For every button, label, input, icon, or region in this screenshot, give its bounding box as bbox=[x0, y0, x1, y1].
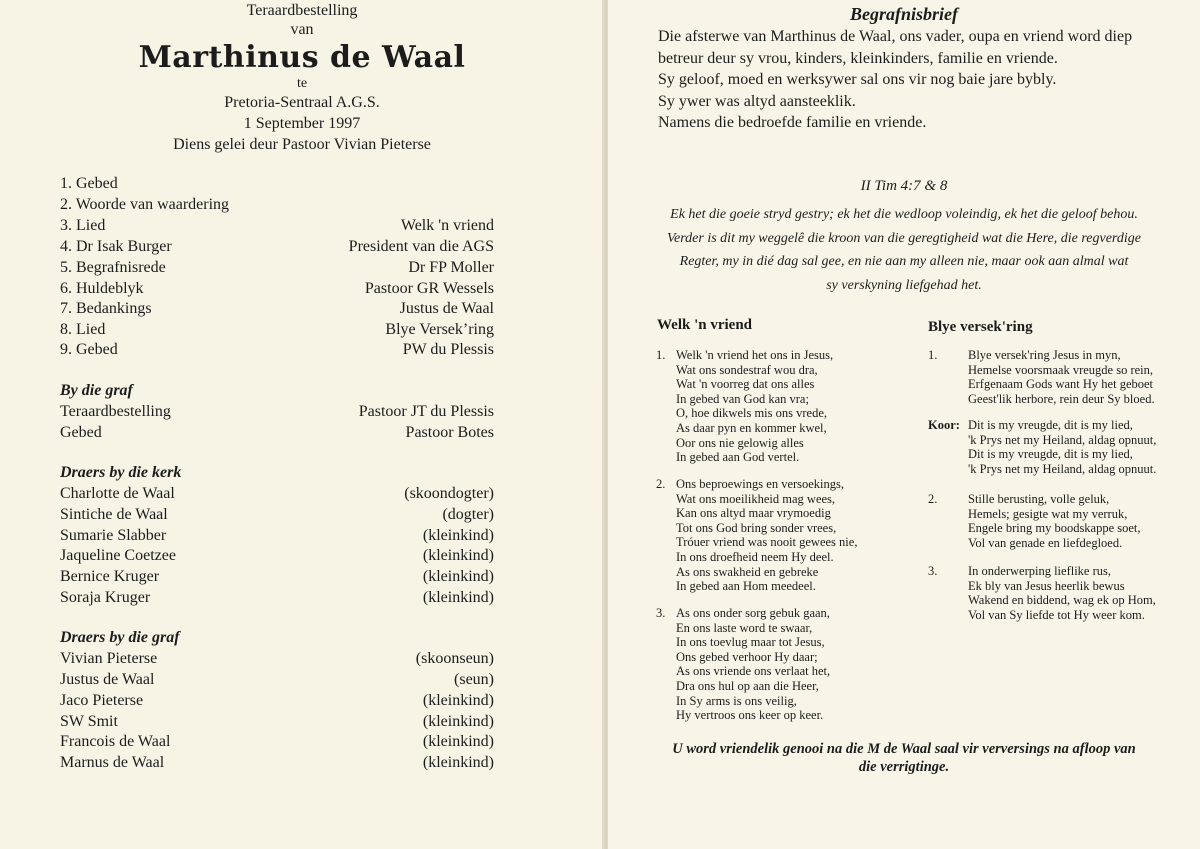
invitation-line: die verrigtinge. bbox=[858, 759, 950, 775]
graveside-who: Pastoor Botes bbox=[405, 424, 494, 441]
bearer-name: Jaqueline Coetzee bbox=[60, 547, 176, 564]
bearer-relation: (skoonseun) bbox=[415, 650, 494, 667]
bearer-name: Marnus de Waal bbox=[60, 754, 165, 771]
letter-line: Namens die bedroefde familie en vriende. bbox=[658, 114, 927, 131]
verse-line: As ons swakheid en gebreke bbox=[676, 564, 819, 579]
program-who: President van die AGS bbox=[348, 238, 494, 255]
invitation bbox=[608, 740, 1200, 776]
bearer-row bbox=[60, 692, 494, 713]
letter-title: Begrafnisbrief bbox=[850, 4, 958, 24]
program-who: Pastoor GR Wessels bbox=[364, 280, 494, 297]
verse-number: 2. bbox=[656, 477, 666, 491]
letter-body bbox=[658, 26, 1132, 134]
graveside-item: Teraardbestelling bbox=[60, 403, 171, 420]
bearer-name: Soraja Kruger bbox=[60, 589, 151, 606]
verse-line: 'k Prys net my Heiland, aldag opnuut. bbox=[968, 461, 1157, 476]
graveside-heading: By die graf bbox=[60, 382, 133, 399]
program-row bbox=[60, 217, 494, 238]
graveside-row bbox=[60, 424, 494, 445]
verse-line: Geest'lik herbore, rein deur Sy bloed. bbox=[968, 391, 1155, 406]
verse-line: Tróuer vriend was nooit gewees nie, bbox=[676, 535, 858, 550]
program-row bbox=[60, 259, 494, 280]
verse-line: In gebed aan Hom meedeel. bbox=[676, 579, 816, 594]
program-item: 9. Gebed bbox=[60, 341, 118, 358]
hymn2-title: Blye versek'ring bbox=[928, 319, 1033, 335]
verse-line: As ons onder sorg gebuk gaan, bbox=[676, 606, 830, 620]
graveside-row bbox=[60, 403, 494, 424]
program-item: 7. Bedankings bbox=[60, 300, 152, 317]
program-item: 8. Lied bbox=[60, 321, 106, 338]
program-item: 2. Woorde van waardering bbox=[60, 196, 230, 213]
program-row bbox=[60, 321, 494, 342]
bearer-row bbox=[60, 485, 494, 506]
letter-line: betreur deur sy vrou, kinders, kleinkinders, familie en vriende. bbox=[658, 49, 1058, 67]
bearer-name: Bernice Kruger bbox=[60, 568, 160, 585]
hymn1-title: Welk 'n vriend bbox=[657, 317, 753, 333]
verse-number: 1. bbox=[656, 348, 666, 362]
letter-line: Sy ywer was altyd aansteeklik. bbox=[658, 92, 856, 110]
service-date: 1 September 1997 bbox=[243, 115, 361, 132]
verse-line: In ons droefheid neem Hy deel. bbox=[676, 549, 834, 564]
verse-line: Ons beproewings en versoekings, bbox=[676, 477, 845, 491]
verse-line: Oor ons nie gelowig alles bbox=[676, 435, 804, 450]
officiant: Diens gelei deur Pastoor Vivian Pieterse bbox=[173, 136, 431, 153]
verse-number: 2. bbox=[928, 492, 938, 506]
deceased-name: Marthinus de Waal bbox=[138, 40, 466, 75]
bearer-row bbox=[60, 713, 494, 734]
bearer-relation: (kleinkind) bbox=[422, 589, 494, 606]
bearer-relation: (kleinkind) bbox=[422, 754, 494, 771]
chorus-label: Koor: bbox=[928, 418, 960, 432]
header-line2: van bbox=[290, 21, 314, 38]
bearer-row bbox=[60, 506, 494, 527]
invitation-line: U word vriendelik genooi na die M de Waal saal vir verversings na afloop van bbox=[672, 741, 1136, 757]
verse-line: As ons vriende ons verlaat het, bbox=[676, 664, 831, 679]
graveside-item: Gebed bbox=[60, 424, 102, 441]
venue: Pretoria-Sentraal A.G.S. bbox=[224, 94, 380, 111]
header-line1: Teraardbestelling bbox=[246, 2, 358, 19]
bearer-relation: (kleinkind) bbox=[422, 547, 494, 564]
verse-line: Wat ons moeilikheid mag wees, bbox=[676, 491, 836, 506]
bearers-grave-heading: Draers by die graf bbox=[60, 629, 180, 646]
verse-line: O, hoe dikwels mis ons vrede, bbox=[676, 406, 828, 421]
bearer-row bbox=[60, 568, 494, 589]
bearer-name: Vivian Pieterse bbox=[60, 650, 158, 667]
bearer-relation: (skoondogter) bbox=[404, 485, 494, 502]
bearer-row bbox=[60, 547, 494, 568]
program-who: PW du Plessis bbox=[402, 341, 494, 358]
verse-line: Tot ons God bring sonder vrees, bbox=[676, 520, 837, 535]
scripture-text bbox=[608, 203, 1200, 297]
bearer-row bbox=[60, 671, 494, 692]
verse-line: Dra ons hul op aan die Heer, bbox=[676, 678, 819, 693]
program-item: 5. Begrafnisrede bbox=[60, 259, 166, 276]
header-line3: te bbox=[296, 76, 308, 91]
scripture-line: Ek het die goeie stryd gestry; ek het die wedloop voleindig, ek het die geloof behou. bbox=[670, 207, 1138, 222]
bearer-row bbox=[60, 589, 494, 610]
bearer-relation: (seun) bbox=[454, 671, 494, 688]
verse-line: Wakend en biddend, wag ek op Hom, bbox=[968, 593, 1156, 608]
bearer-relation: (kleinkind) bbox=[422, 692, 494, 709]
program-row bbox=[60, 300, 494, 321]
verse-line: Vol van Sy liefde tot Hy weer kom. bbox=[968, 607, 1145, 622]
program-who: Blye Versek’ring bbox=[385, 321, 494, 338]
verse-line: Erfgenaam Gods want Hy het geboet bbox=[968, 377, 1154, 392]
bearer-row bbox=[60, 733, 494, 754]
scripture-line: Regter, my in dié dag sal gee, en nie aan my alleen nie, maar ook aan almal wat bbox=[679, 254, 1129, 269]
verse-line: Dit is my vreugde, dit is my lied, bbox=[968, 447, 1133, 462]
verse-line: Dit is my vreugde, dit is my lied, bbox=[968, 418, 1133, 432]
program-who: Justus de Waal bbox=[399, 300, 494, 317]
verse-line: In ons toevlug maar tot Jesus, bbox=[676, 635, 825, 650]
program-who: Dr FP Moller bbox=[408, 259, 494, 276]
verse-line: Welk 'n vriend het ons in Jesus, bbox=[676, 348, 834, 362]
verse-line: In gebed aan God vertel. bbox=[676, 450, 800, 465]
program-item: 1. Gebed bbox=[60, 175, 118, 192]
verse-line: Vol van genade en liefdegloed. bbox=[968, 535, 1123, 550]
program-item: 4. Dr Isak Burger bbox=[60, 238, 172, 255]
verse-line: Hy vertroos ons keer op keer. bbox=[676, 708, 824, 723]
bearer-name: Sintiche de Waal bbox=[60, 506, 168, 523]
verse-line: Hemelse voorsmaak vreugde so rein, bbox=[968, 362, 1154, 377]
program-item: 3. Lied bbox=[60, 217, 106, 234]
verse-line: Kan ons altyd maar vrymoedig bbox=[676, 506, 831, 521]
bearers-church-heading: Draers by die kerk bbox=[60, 464, 182, 481]
bearer-relation: (kleinkind) bbox=[422, 568, 494, 585]
program-row bbox=[60, 238, 494, 259]
verse-line: In onderwerping lieflike rus, bbox=[968, 564, 1112, 578]
bearer-name: Francois de Waal bbox=[60, 733, 171, 750]
bearer-name: Jaco Pieterse bbox=[60, 692, 144, 709]
verse-number: 1. bbox=[928, 348, 938, 362]
verse-line: As daar pyn en kommer kwel, bbox=[676, 420, 827, 435]
verse-number: 3. bbox=[928, 564, 938, 578]
letter-line: Die afsterwe van Marthinus de Waal, ons vader, oupa en vriend word diep bbox=[658, 28, 1133, 45]
verse-line: Wat 'n voorreg dat ons alles bbox=[676, 377, 815, 392]
program-row bbox=[60, 341, 494, 362]
bearer-relation: (kleinkind) bbox=[422, 713, 494, 730]
scripture-line: Verder is dit my weggelê die kroon van die geregtigheid wat die Here, die regverdige bbox=[667, 230, 1141, 246]
program-row bbox=[60, 175, 494, 196]
verse-line: Engele bring my boodskappe soet, bbox=[968, 521, 1141, 536]
program-who: Welk 'n vriend bbox=[400, 217, 494, 234]
bearer-name: Justus de Waal bbox=[60, 671, 155, 688]
bearer-row bbox=[60, 754, 494, 775]
verse-line: Stille berusting, volle geluk, bbox=[968, 492, 1110, 506]
program-item: 6. Huldeblyk bbox=[60, 280, 144, 297]
bearer-name: Sumarie Slabber bbox=[60, 527, 167, 544]
graveside-who: Pastoor JT du Plessis bbox=[358, 403, 494, 420]
verse-number: 3. bbox=[656, 606, 666, 620]
bearer-name: SW Smit bbox=[60, 713, 118, 730]
bearer-relation: (kleinkind) bbox=[422, 527, 494, 544]
verse-line: Ons gebed verhoor Hy daar; bbox=[676, 649, 818, 664]
bearer-relation: (kleinkind) bbox=[422, 733, 494, 750]
verse-line: Hemels; gesigte wat my verruk, bbox=[968, 506, 1128, 521]
verse-line: In gebed van God kan vra; bbox=[676, 391, 809, 406]
verse-line: In Sy arms is ons veilig, bbox=[676, 693, 797, 708]
program-row bbox=[60, 280, 494, 301]
bearer-relation: (dogter) bbox=[442, 506, 494, 523]
verse-line: Ek bly van Jesus heerlik bewus bbox=[968, 578, 1125, 593]
bearer-row bbox=[60, 650, 494, 671]
bearer-name: Charlotte de Waal bbox=[60, 485, 175, 502]
bearer-row bbox=[60, 527, 494, 548]
verse-line: Blye versek'ring Jesus in myn, bbox=[968, 348, 1121, 362]
program-row bbox=[60, 196, 494, 217]
right-page bbox=[608, 0, 1200, 849]
verse-line: En ons laste word te swaar, bbox=[676, 620, 813, 635]
verse-line: 'k Prys net my Heiland, aldag opnuut, bbox=[968, 432, 1157, 447]
scripture-reference: II Tim 4:7 & 8 bbox=[860, 178, 948, 194]
letter-line: Sy geloof, moed en werksywer sal ons vir nog baie jare bybly. bbox=[658, 71, 1057, 88]
scripture-line: sy verskyning liefgehad het. bbox=[826, 277, 982, 293]
verse-line: Wat ons sondestraf wou dra, bbox=[676, 362, 818, 377]
